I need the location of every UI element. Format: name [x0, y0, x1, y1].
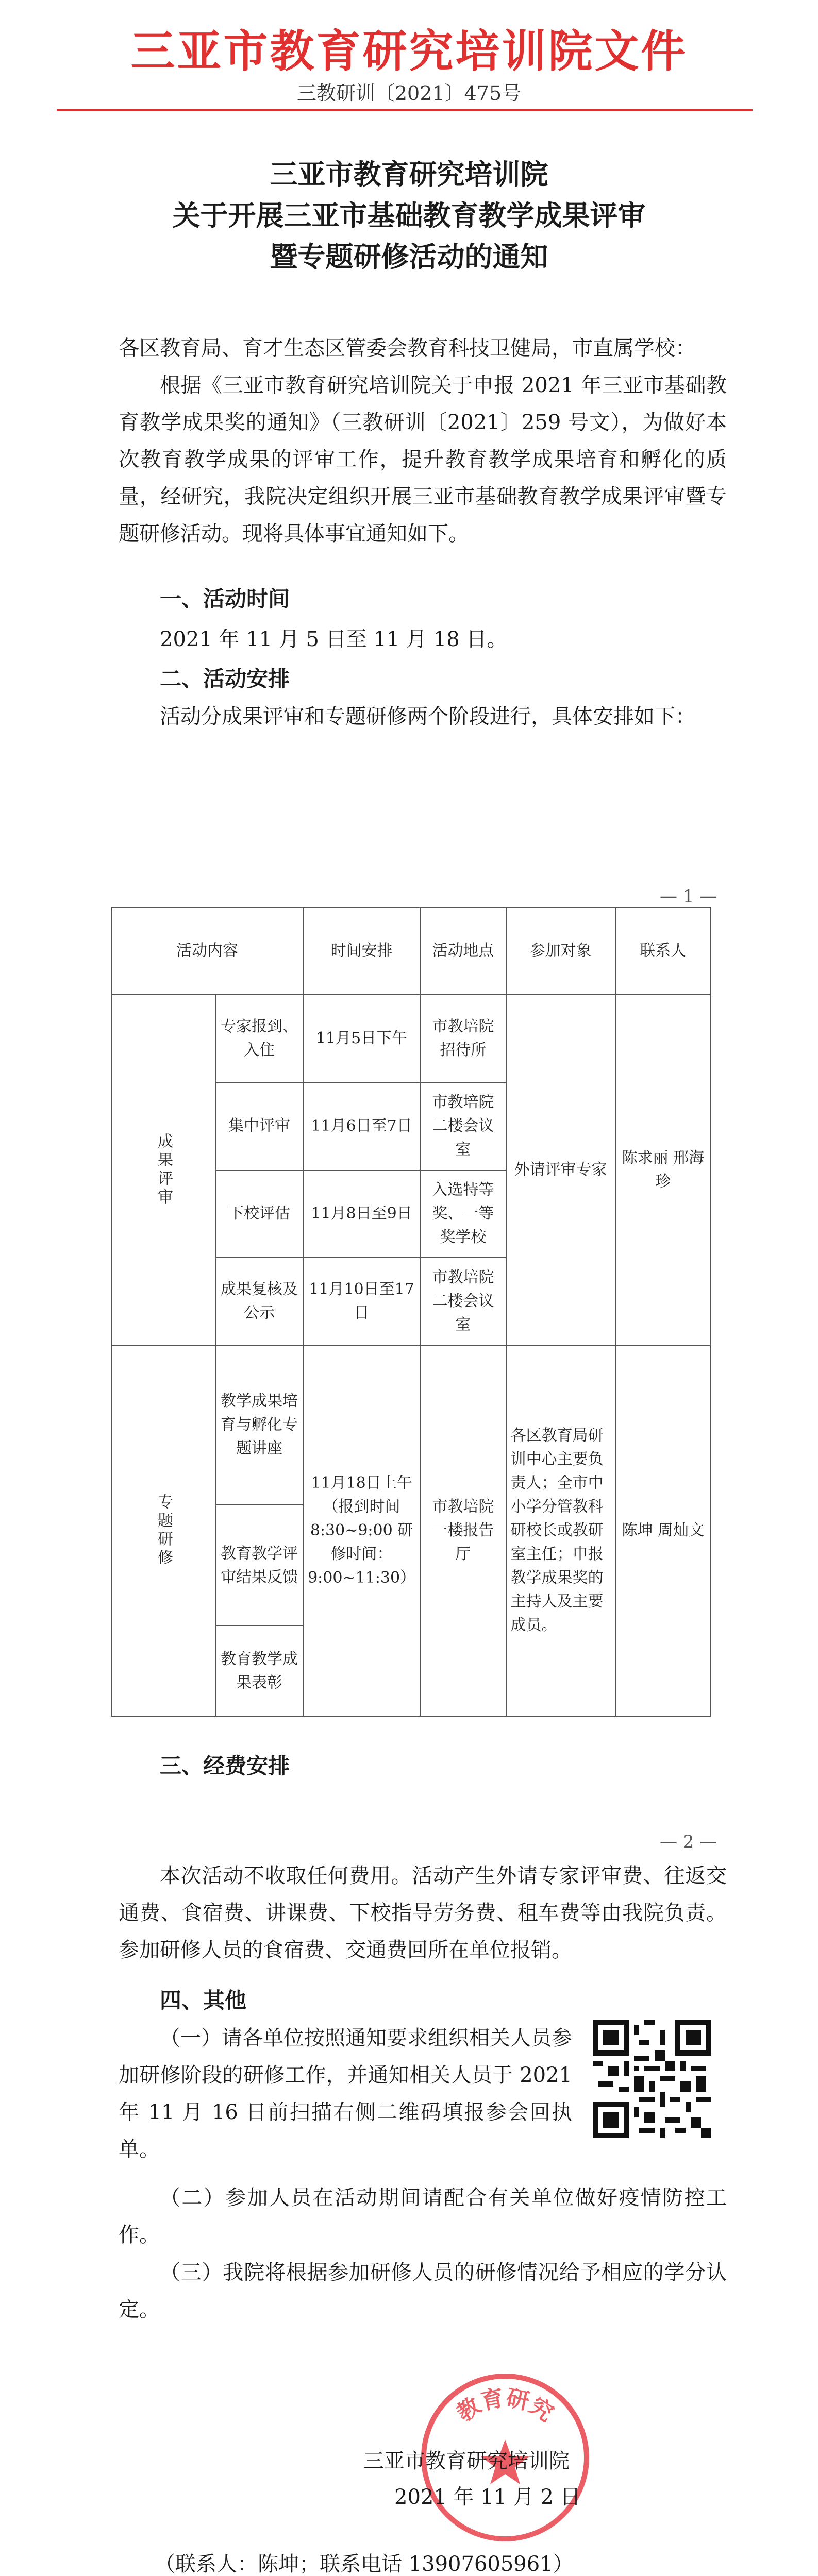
section1-text: 2021 年 11 月 5 日至 11 月 18 日。	[160, 628, 508, 651]
schedule-table	[111, 907, 711, 1717]
document-issuer-title: 三亚市教育研究培训院文件	[130, 25, 688, 77]
table-cell-contact: 陈求丽 邢海珍	[615, 995, 711, 1345]
document-header	[0, 0, 818, 108]
section3-heading: 三、经费安排	[160, 1753, 290, 1778]
table-header-cell: 活动地点	[420, 907, 506, 995]
header-red-rule	[57, 109, 753, 111]
table-header-row	[111, 907, 711, 995]
table-row	[111, 995, 711, 1082]
table-cell: 11月6日至7日	[303, 1082, 420, 1170]
notice-title-line3: 暨专题研修活动的通知	[270, 240, 548, 273]
table-header-cell: 时间安排	[303, 907, 420, 995]
table-header-cell: 联系人	[615, 907, 711, 995]
table-cell: 教育教学成果表彰	[215, 1626, 303, 1716]
table-cell: 入选特等奖、一等奖学校	[420, 1170, 506, 1258]
other-item-3: （三）我院将根据参加研修人员的研修情况给予相应的学分认定。	[119, 2261, 727, 2321]
svg-text:教育研究	[452, 2385, 558, 2427]
table-cell: 集中评审	[215, 1082, 303, 1170]
notice-title-line1: 三亚市教育研究培训院	[270, 158, 548, 191]
other-item-2: （二）参加人员在活动期间请配合有关单位做好疫情防控工作。	[119, 2186, 727, 2247]
table-header-cell: 活动内容	[111, 907, 303, 995]
section1-heading: 一、活动时间	[160, 586, 290, 612]
table-cell: 教育教学评审结果反馈	[215, 1505, 303, 1626]
seal-text: 教育研究	[452, 2384, 558, 2427]
signature-date: 2021 年 11 月 2 日	[394, 2485, 581, 2509]
table-cell-place: 市教培院一楼报告厅	[420, 1345, 506, 1716]
table-cell: 教学成果培育与孵化专题讲座	[215, 1345, 303, 1505]
section2-text: 活动分成果评审和专题研修两个阶段进行，具体安排如下：	[160, 705, 696, 728]
other-item-1: （一）请各单位按照通知要求组织相关人员参加研修阶段的研修工作，并通知相关人员于 2021 年 11 月 16 日前扫描右侧二维码填报参会回执单。	[119, 2026, 572, 2161]
table-cell: 11月10日至17日	[303, 1258, 420, 1345]
table-header-cell: 参加对象	[506, 907, 615, 995]
table-cell-participants: 各区教育局研训中心主要负责人；全市中小学分管教科研校长或教研室主任；申报教学成果奖的主持人及主要成员。	[506, 1345, 615, 1716]
table-cell: 专家报到、入住	[215, 995, 303, 1082]
table-cell: 市教培院二楼会议室	[420, 1082, 506, 1170]
section2-heading: 二、活动安排	[160, 666, 290, 691]
qr-code-icon	[593, 2020, 711, 2138]
table-cell: 市教培院二楼会议室	[420, 1258, 506, 1345]
table-cell-time: 11月18日上午（报到时间8:30~9:00 研修时间：9:00~11:30）	[303, 1345, 420, 1716]
table-cell: 市教培院招待所	[420, 995, 506, 1082]
signature-org: 三亚市教育研究培训院	[363, 2449, 570, 2473]
section4-heading: 四、其他	[160, 1988, 247, 2013]
table-cell: 下校评估	[215, 1170, 303, 1258]
intro-paragraph: 根据《三亚市教育研究培训院关于申报 2021 年三亚市基础教育教学成果奖的通知》（三教研训〔2021〕259 号文），为做好本次教育教学成果的评审工作，提升教育教学成果培育和孵化的质量，经研究，我院决定组织开展三亚市基础教育教学成果评审暨专题研修活动。现将具体事宜通知如下。	[119, 374, 727, 546]
page-number-1: — 1 —	[660, 886, 717, 907]
table-cell: 成果复核及公示	[215, 1258, 303, 1345]
group-label-review: 成果评审	[111, 995, 215, 1345]
table-cell-participants: 外请评审专家	[506, 995, 615, 1345]
group-label-training: 专题研修	[111, 1345, 215, 1716]
table-cell: 11月8日至9日	[303, 1170, 420, 1258]
section3-text: 本次活动不收取任何费用。活动产生外请专家评审费、往返交通费、食宿费、讲课费、下校指导劳务费、租车费等由我院负责。参加研修人员的食宿费、交通费回所在单位报销。	[119, 1864, 727, 1962]
document-number: 三教研训〔2021〕475号	[296, 82, 522, 105]
contact-line: （联系人：陈坤；联系电话 13907605961）	[155, 2552, 574, 2576]
table-cell-contact: 陈坤 周灿文	[615, 1345, 711, 1716]
table-cell: 11月5日下午	[303, 995, 420, 1082]
table-row	[111, 1345, 711, 1505]
page-number-2: — 2 —	[660, 1832, 717, 1852]
notice-title-line2: 关于开展三亚市基础教育教学成果评审	[172, 199, 646, 232]
addressee: 各区教育局、育才生态区管委会教育科技卫健局，市直属学校：	[119, 336, 696, 360]
